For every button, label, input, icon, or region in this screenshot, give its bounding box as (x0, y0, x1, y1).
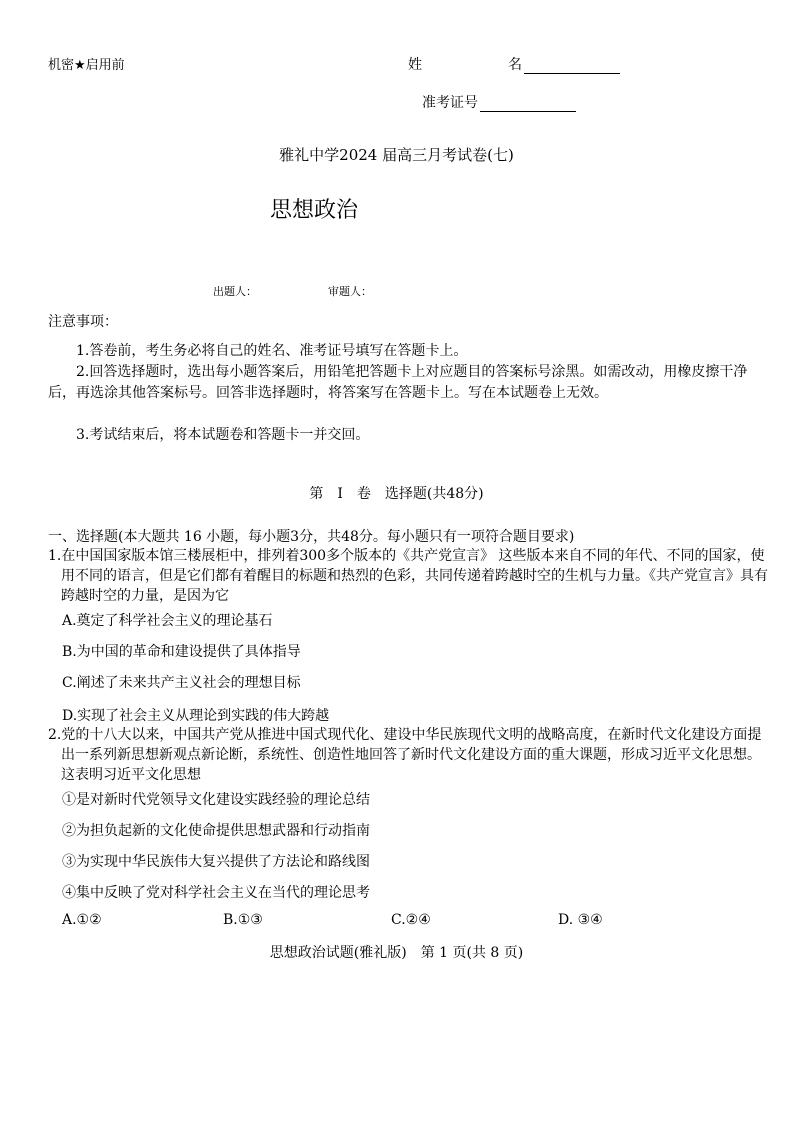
notice-title: 注意事项： (48, 314, 118, 330)
author-label: 出题人： (213, 285, 257, 298)
question-2-statement-2: ②为担负起新的文化使命提供思想武器和行动指南 (62, 823, 370, 839)
question-2-statement-3: ③为实现中华民族伟大复兴提供了方法论和路线图 (62, 854, 370, 870)
notice-item: 2.回答选择题时，选出每小题答案后，用铅笔把答题卡上对应题目的答案标号涂黑。如需改动，用橡皮擦干净后，再选涂其他答案标号。回答非选择题时，将答案写在答题卡上。写在本试题卷上无效。 (48, 364, 748, 401)
name-label: 姓 名 (408, 57, 558, 73)
name-blank[interactable] (524, 59, 620, 74)
confidential-label: 机密★启用前 (48, 58, 125, 73)
question-2-stem: 2.党的十八大以来，中国共产党从推进中国式现代化、建设中华民族现代文明的战略高度，在新时代文化建设方面提出一系列新思想新观点新论断，系统性、创造性地回答了新时代文化建设方面的重大课题，形成习近平文化思想。这表明习近平文化思想 (48, 727, 762, 783)
name-field (408, 54, 620, 74)
part-heading: 一、选择题(本大题共 16 小题，每小题3分，共48分。每小题只有一项符合题目要求) (48, 529, 575, 545)
ticket-blank[interactable] (480, 97, 576, 112)
notice-item: 1.答卷前，考生务必将自己的姓名、准考证号填写在答题卡上。 (76, 343, 468, 359)
ticket-number-field (422, 92, 576, 112)
reviewer-label: 审题人： (328, 285, 372, 298)
subject-title: 思想政治 (270, 198, 359, 223)
question-2-choice-a: A.①② (62, 912, 102, 928)
page-footer: 思想政治试题(雅礼版) 第 1 页(共 8 页) (269, 945, 524, 961)
question-1-option-c: C.阐述了未来共产主义社会的理想目标 (62, 675, 301, 691)
question-2-statement-1: ①是对新时代党领导文化建设实践经验的理论总结 (62, 792, 370, 808)
question-1-option-a: A.奠定了科学社会主义的理论基石 (62, 613, 273, 629)
question-2-choice-d: D. ③④ (558, 912, 603, 928)
question-1-stem: 1.在中国国家版本馆三楼展柜中，排列着300多个版本的《共产党宣言》 这些版本来自不同的年代、不同的国家，使用不同的语言，但是它们都有着醒目的标题和热烈的色彩，共同传递着跨越时空的生机与力量。《共产党宣言》具有跨越时空的力量，是因为它 (48, 548, 768, 604)
question-1-option-b: B.为中国的革命和建设提供了具体指导 (62, 644, 301, 660)
ticket-label: 准考证号 (422, 95, 478, 111)
question-2-choice-c: C.②④ (391, 912, 431, 928)
section-title: 第 I 卷 选择题(共48分) (309, 486, 484, 502)
question-1-option-d: D.实现了社会主义从理论到实践的伟大跨越 (62, 708, 330, 724)
exam-title: 雅礼中学2024 届高三月考试卷(七) (279, 146, 514, 164)
notice-item: 3.考试结束后，将本试题卷和答题卡一并交回。 (76, 427, 370, 443)
question-2-choice-b: B.①③ (223, 912, 263, 928)
question-2-statement-4: ④集中反映了党对科学社会主义在当代的理论思考 (62, 885, 370, 901)
